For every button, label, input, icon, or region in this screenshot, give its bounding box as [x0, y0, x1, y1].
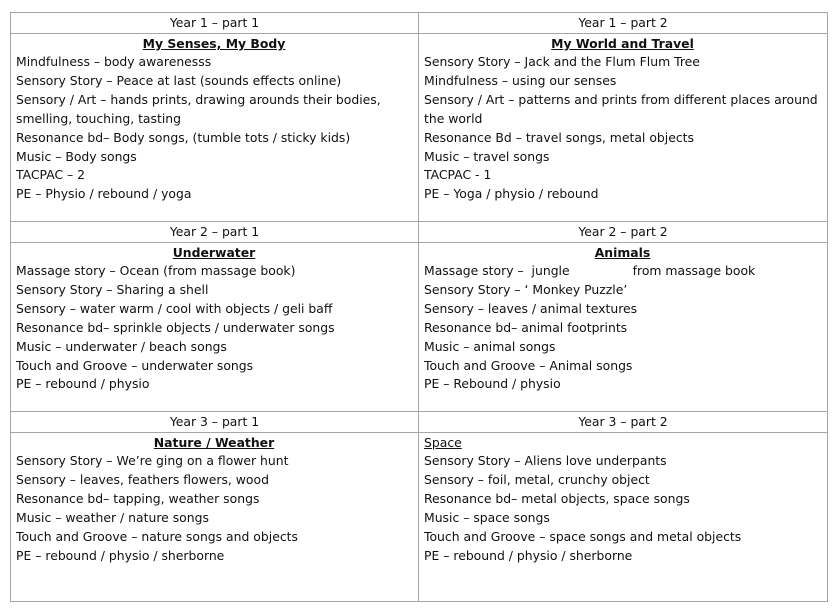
cell-header: Year 3 – part 1	[169, 414, 260, 429]
list-item: Sensory Story – ‘ Monkey Puzzle’	[424, 281, 628, 297]
cell-header: Year 3 – part 2	[578, 414, 668, 429]
cell-theme: Underwater	[172, 245, 256, 260]
list-item: PE – rebound / physio / sherborne	[424, 547, 633, 563]
list-item: Sensory / Art – patterns and prints from different places around the world	[424, 91, 818, 126]
cell-header: Year 2 – part 1	[169, 224, 260, 239]
cell-year2-part2	[419, 222, 827, 411]
list-item: Resonance bd– tapping, weather songs	[16, 490, 260, 506]
list-item: Massage story – jungle from massage book	[424, 263, 756, 278]
list-item: Resonance bd– animal footprints	[424, 319, 628, 335]
cell-year2-part1	[11, 222, 418, 411]
list-item: Sensory Story – Peace at last (sounds effects online)	[16, 72, 342, 88]
cell-header: Year 2 – part 2	[578, 224, 668, 239]
list-item: PE – Yoga / physio / rebound	[424, 186, 599, 202]
list-item: Sensory – water warm / cool with objects / geli baff	[16, 300, 333, 316]
table-row	[11, 222, 827, 411]
list-item: TACPAC - 1	[424, 167, 492, 183]
list-item: Touch and Groove – space songs and metal objects	[424, 528, 742, 544]
list-item: Music – space songs	[424, 509, 550, 525]
list-item: PE – Physio / rebound / yoga	[16, 186, 192, 202]
list-item: Sensory – foil, metal, crunchy object	[424, 471, 650, 487]
list-item: Mindfulness – body awarenesss	[16, 54, 212, 69]
list-item: Music – underwater / beach songs	[16, 338, 227, 354]
cell-header: Year 1 – part 2	[578, 15, 668, 30]
table-row	[11, 412, 827, 601]
list-item: Resonance bd– metal objects, space songs	[424, 490, 690, 506]
list-item: Sensory Story – Aliens love underpants	[424, 453, 667, 468]
list-item: Mindfulness – using our senses	[424, 72, 617, 88]
list-item: Music – travel songs	[424, 148, 550, 164]
cell-theme: My Senses, My Body	[142, 36, 286, 51]
list-item: PE – rebound / physio / sherborne	[16, 547, 225, 563]
list-item: Resonance bd– sprinkle objects / underwater songs	[16, 319, 335, 335]
cell-theme: Space	[424, 435, 462, 450]
list-item: Sensory – leaves / animal textures	[424, 300, 638, 316]
list-item: Sensory Story – We’re ging on a flower hunt	[16, 453, 289, 468]
cell-year1-part2	[419, 13, 827, 221]
list-item: Sensory Story – Sharing a shell	[16, 281, 209, 297]
list-item: Massage story – Ocean (from massage book)	[16, 263, 296, 278]
list-item: Touch and Groove – underwater songs	[16, 357, 254, 373]
table-row	[11, 13, 827, 221]
list-item: Touch and Groove – Animal songs	[424, 357, 633, 373]
list-item: TACPAC – 2	[16, 167, 86, 183]
list-item: Music – animal songs	[424, 338, 556, 354]
cell-theme: Animals	[594, 245, 651, 260]
list-item: Sensory / Art – hands prints, drawing arounds their bodies, smelling, touching, tasting	[16, 91, 381, 126]
list-item: Music – Body songs	[16, 148, 137, 164]
curriculum-table	[10, 12, 828, 602]
cell-year3-part2	[419, 412, 827, 601]
list-item: PE – Rebound / physio	[424, 376, 561, 392]
list-item: Sensory – leaves, feathers flowers, wood	[16, 471, 269, 487]
list-item: Music – weather / nature songs	[16, 509, 209, 525]
cell-theme: Nature / Weather	[153, 435, 275, 450]
list-item: Resonance bd– Body songs, (tumble tots / sticky kids)	[16, 129, 351, 145]
list-item: PE – rebound / physio	[16, 376, 150, 392]
cell-year1-part1	[11, 13, 418, 221]
cell-theme: My World and Travel	[551, 36, 694, 51]
list-item: Resonance Bd – travel songs, metal objects	[424, 129, 694, 145]
cell-header: Year 1 – part 1	[169, 15, 260, 30]
list-item: Touch and Groove – nature songs and objects	[16, 528, 298, 544]
cell-year3-part1	[11, 412, 418, 601]
list-item: Sensory Story – Jack and the Flum Flum Tree	[424, 54, 700, 69]
